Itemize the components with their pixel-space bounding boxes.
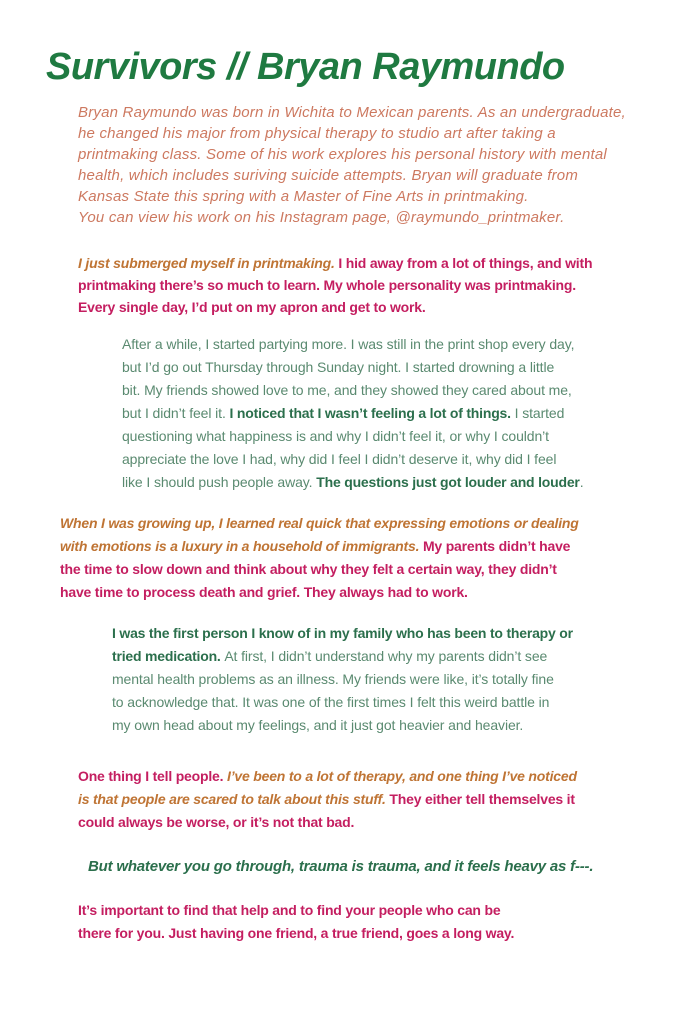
para-partying-more: After a while, I started partying more. I was still in the print shop every day, but I’d go out Thursday through Sunday night. I started drowning a little bit. My friends showed love to me, and they showed they cared about me, but I didn’t feel it. I noticed that I wasn’t feeling a lot of things. I started questioning what happiness is and why I didn’t feel it, or why I couldn’t appreciate the love I had, why did I feel I didn’t deserve it, why did I feel like I should push people away. The questions just got louder and louder.	[122, 336, 584, 490]
para-growing-up: When I was growing up, I learned real quick that expressing emotions or dealing with emotions is a luxury in a household of immigrants. My parents didn’t have the time to slow down and think about why they felt a certain way, they didn’t have time to process death and grief. They always had to work.	[60, 515, 579, 600]
page-title: Survivors // Bryan Raymundo	[46, 46, 565, 88]
para-closing: It’s important to find that help and to find your people who can be there for you. Just having one friend, a true friend, goes a long way.	[78, 902, 515, 941]
para-first-to-therapy: I was the first person I know of in my family who has been to therapy or tried medication. At first, I didn’t understand why my parents didn’t see mental health problems as an illness. My friends were like, it’s totally fine to acknowledge that. It was one of the first times I felt this weird battle in my own head about my feelings, and it just got heavier and heavier.	[112, 625, 573, 733]
para-one-thing-i-tell-people: One thing I tell people. I’ve been to a lot of therapy, and one thing I’ve noticed is that people are scared to talk about this stuff. They either tell themselves it could always be worse, or it’s not that bad.	[78, 768, 577, 830]
para-submerged-in-printmaking: I just submerged myself in printmaking. I hid away from a lot of things, and with printmaking there’s so much to learn. My whole personality was printmaking. Every single day, I’d put on my apron and get to work.	[78, 255, 593, 315]
intro-bio: Bryan Raymundo was born in Wichita to Mexican parents. As an undergraduate, he changed his major from physical therapy to studio art after taking a printmaking class. Some of his work explores his personal history with mental health, which includes suriving suicide attempts. Bryan will graduate from Kansas State this spring with a Master of Fine Arts in printmaking. You can view his work on his Instagram page, @raymundo_printmaker.	[78, 104, 626, 226]
pull-quote: But whatever you go through, trauma is trauma, and it feels heavy as f---.	[88, 858, 594, 875]
